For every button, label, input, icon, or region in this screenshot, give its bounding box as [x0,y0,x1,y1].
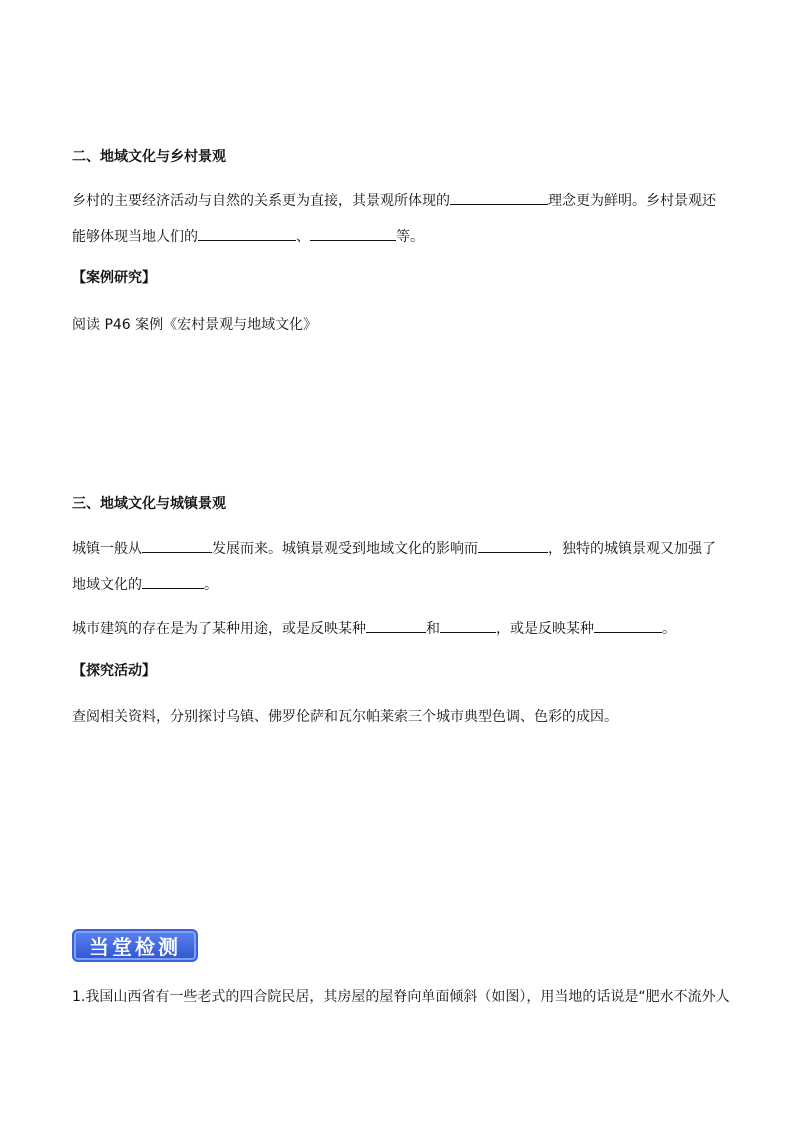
case-study-heading: 【案例研究】 [72,270,156,286]
section3-paragraph1 [72,531,722,603]
classroom-check-badge: 当堂检测 [72,929,198,962]
fill-blank[interactable] [594,619,662,633]
section3-text-e: 城市建筑的存在是为了某种用途，或是反映某种 [72,621,366,637]
section2-heading: 二、地域文化与乡村景观 [72,149,226,165]
case-study-text: 阅读 P46 案例《宏村景观与地域文化》 [72,317,318,333]
fill-blank[interactable] [366,619,426,633]
explore-activity-text: 查阅相关资料，分别探讨乌镇、佛罗伦萨和瓦尔帕莱索三个城市典型色调、色彩的成因。 [72,709,618,725]
section3-text-c: ，独特的城镇景观又加强了地域文化的 [72,541,716,593]
section3-heading: 三、地域文化与城镇景观 [72,496,226,512]
section3-text-a: 城镇一般从 [72,541,142,557]
section3-text-b: 发展而来。城镇景观受到地域文化的影响而 [212,541,478,557]
question-1: 1.我国山西省有一些老式的四合院民居，其房屋的屋脊向单面倾斜（如图），用当地的话说是“肥水不流外人 [72,989,730,1005]
fill-blank[interactable] [198,227,296,241]
fill-blank[interactable] [142,575,204,589]
section2-text-d: 等。 [396,229,424,245]
explore-activity-heading: 【探究活动】 [72,663,156,679]
fill-blank[interactable] [478,539,548,553]
section3-text-g: ，或是反映某种 [496,621,594,637]
fill-blank[interactable] [142,539,212,553]
section3-text-d: 。 [204,577,218,593]
section3-paragraph2 [72,619,722,636]
section2-text-a: 乡村的主要经济活动与自然的关系更为直接，其景观所体现的 [72,193,450,209]
fill-blank[interactable] [450,191,548,205]
section3-text-f: 和 [426,621,440,637]
section2-text-b: 理念更为鲜明。乡村景观还能够体现当地人们的 [72,193,716,245]
section2-paragraph [72,183,722,255]
fill-blank[interactable] [310,227,396,241]
section3-text-h: 。 [662,621,676,637]
fill-blank[interactable] [440,619,496,633]
section2-text-c: 、 [296,229,310,245]
